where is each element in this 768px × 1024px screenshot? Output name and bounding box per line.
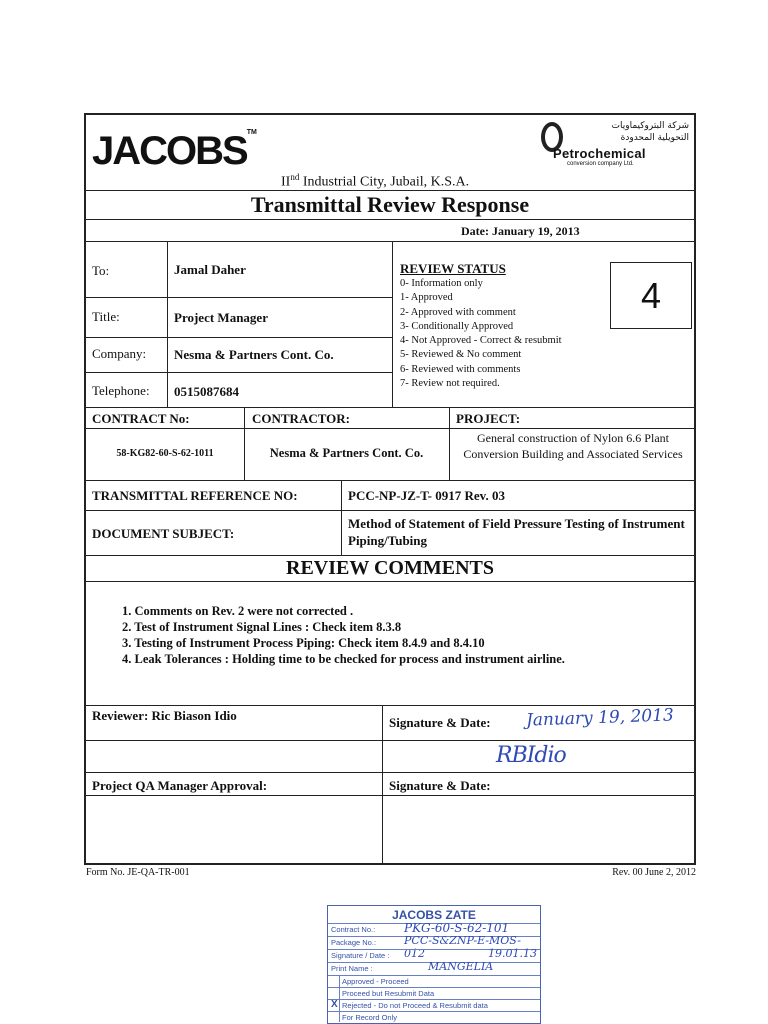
reviewer-signature-label: Signature & Date: <box>389 715 491 730</box>
handwritten-date: January 19, 2013 <box>525 705 675 731</box>
review-comments-heading: REVIEW COMMENTS <box>286 557 494 579</box>
petrochemical-sub: conversion company Ltd. <box>567 161 634 167</box>
company-value: Nesma & Partners Cont. Co. <box>174 347 334 362</box>
contractor-value: Nesma & Partners Cont. Co. <box>269 446 424 460</box>
comment-item: 3. Testing of Instrument Process Piping: Check item 8.4.9 and 8.4.10 <box>122 636 485 650</box>
company-label: Company: <box>92 346 147 361</box>
status-option: 6- Reviewed with comments <box>400 363 521 375</box>
project-value: General construction of Nylon 6.6 Plant Conversion Building and Associated Services <box>463 431 683 461</box>
project-label: PROJECT: <box>456 411 521 426</box>
jacobs-logo <box>92 129 257 174</box>
to-value: Jamal Daher <box>174 262 246 277</box>
stamp-package-value: PCC-S&ZNP-E-MOS-012 <box>404 934 521 960</box>
qa-signature-label: Signature & Date: <box>389 778 491 793</box>
address-prefix: II <box>281 174 291 190</box>
status-option: 4- Not Approved - Correct & resubmit <box>400 335 562 347</box>
petrochemical-logo <box>541 119 691 171</box>
document-subject-label: DOCUMENT SUBJECT: <box>92 526 235 541</box>
review-status-list <box>400 277 562 391</box>
stamp-option: For Record Only <box>342 1013 398 1022</box>
address <box>281 172 469 191</box>
title-value: Project Manager <box>174 310 268 325</box>
review-status-heading: REVIEW STATUS <box>400 261 506 276</box>
stamp-contract-label: Contract No.: <box>331 925 376 934</box>
stamp-option: Proceed but Resubmit Data <box>342 989 435 998</box>
stamp-check-mark-icon: X <box>331 999 338 1010</box>
reviewer: Reviewer: Ric Biason Idio <box>92 708 237 723</box>
review-comments-list <box>122 603 565 667</box>
stamp-option: Rejected - Do not Proceed & Resubmit data <box>342 1001 488 1010</box>
status-option: 3- Conditionally Approved <box>400 320 514 332</box>
review-date: Date: January 19, 2013 <box>461 224 580 238</box>
document-subject-value: Method of Statement of Field Pressure Testing of Instrument Piping/Tubing <box>348 516 685 548</box>
stamp-signature-label: Signature / Date : <box>331 951 390 960</box>
transmittal-ref-value: PCC-NP-JZ-T- 0917 Rev. 03 <box>348 488 505 503</box>
status-option: 1- Approved <box>400 292 453 304</box>
contract-no-label: CONTRACT No: <box>92 411 190 426</box>
form-number: Form No. JE-QA-TR-001 <box>86 867 190 878</box>
jacobs-zate-stamp <box>327 905 541 1024</box>
stamp-package-label: Package No.: <box>331 938 377 947</box>
trademark: TM <box>246 129 257 136</box>
address-sup: nd <box>290 172 300 182</box>
stamp-print-value: MANGELIA <box>428 960 494 973</box>
stamp-print-label: Print Name : <box>331 964 373 973</box>
page-title: Transmittal Review Response <box>250 192 530 217</box>
status-option: 0- Information only <box>400 278 483 289</box>
status-option: 2- Approved with comment <box>400 306 516 318</box>
comment-item: 4. Leak Tolerances : Holding time to be checked for process and instrument airline. <box>122 652 565 666</box>
form-revision: Rev. 00 June 2, 2012 <box>612 867 696 878</box>
comment-item: 1. Comments on Rev. 2 were not corrected . <box>122 604 354 618</box>
stamp-title: JACOBS ZATE <box>392 908 476 922</box>
selected-status-box: 4 <box>610 262 692 329</box>
comment-item: 2. Test of Instrument Signal Lines : Check item 8.3.8 <box>122 620 402 634</box>
stamp-signature-value: 19.01.13 <box>488 947 537 960</box>
petrochemical-name: Petrochemical <box>553 146 646 161</box>
qa-approval-label: Project QA Manager Approval: <box>92 778 268 793</box>
stamp-option: Approved - Proceed <box>342 977 409 986</box>
telephone-value: 0515087684 <box>174 384 239 399</box>
contractor-label: CONTRACTOR: <box>252 411 350 426</box>
reviewer-signature: RBIdio <box>496 743 566 768</box>
contract-no-value: 58-KG82-60-S-62-1011 <box>116 448 214 459</box>
address-rest: Industrial City, Jubail, K.S.A. <box>299 174 470 190</box>
telephone-label: Telephone: <box>92 383 150 398</box>
transmittal-form <box>84 113 696 865</box>
status-option: 7- Review not required. <box>400 378 500 390</box>
arabic-name-line1: شركة البتروكيماويات <box>611 121 689 131</box>
stamp-contract-value: PKG-60-S-62-101 <box>404 921 510 935</box>
jacobs-logo-text: JACOBS <box>92 129 247 173</box>
title-label: Title: <box>92 309 120 324</box>
to-label: To: <box>92 263 110 278</box>
arabic-name-line2: التحويلية المحدودة <box>620 133 689 143</box>
transmittal-ref-label: TRANSMITTAL REFERENCE NO: <box>92 488 298 503</box>
status-option: 5- Reviewed & No comment <box>400 349 522 361</box>
